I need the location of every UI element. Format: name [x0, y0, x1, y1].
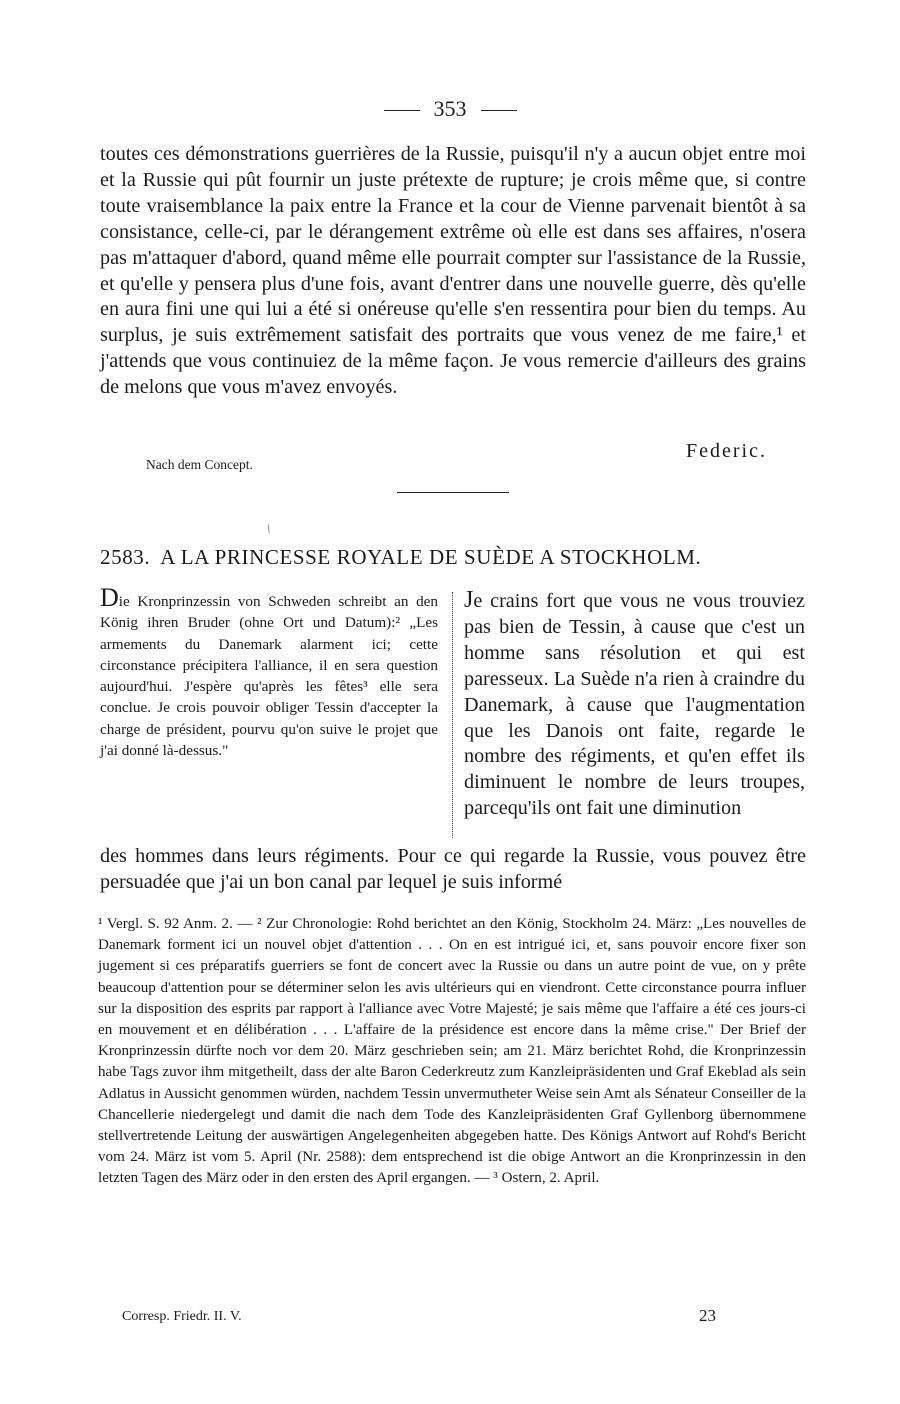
- letter-body-text: e crains fort que vous ne vous trouviez pas bien de Tessin, à cause que c'est un homme sans résolution et qui est paresseux. La Suède n'a rien à craindre du Danemark, à cause que l'augmentation que les Danois ont faite, regarde le nombre des régiments, et qu'en effet ils diminuent le nombre de leurs troupes, parcequ'ils ont fait une diminution: [464, 590, 805, 820]
- header-rule-left: [384, 110, 420, 111]
- top-paragraph-text: toutes ces démonstrations guerrières de la Russie, puisqu'il n'y a aucun objet entre moi et la Russie qui pût fournir un juste prétexte de rupture; je crois même que, si contre toute vraisemblance la paix entre la France et la cour de Vienne parvenait bientôt à sa consistance, celle-ci, par le dérangement extrême où elle est dans ses affaires, n'osera pas m'attaquer d'abord, quand même elle pourrait compter sur l'assistance de la Russie, et qu'elle y pensera plus d'une fois, avant d'entrer dans une nouvelle guerre, dès qu'elle en aura fini une qui lui a été si onéreuse qu'elle s'en ressentira pour bien du temps. Au surplus, je suis extrêmement satisfait des portraits que vous venez de me faire,¹ et j'attends que vous continuiez de la même façon. Je vous remercie d'ailleurs des grains de melons que vous m'avez envoyés.: [100, 143, 806, 399]
- page-number: 353: [433, 96, 467, 121]
- footnotes-text: ¹ Vergl. S. 92 Anm. 2. — ² Zur Chronologie: Rohd berichtet an den König, Stockholm 24. März: „Les nouvelles de Danemark forment ici un nouvel objet d'attention . . . On en est intrigué ici, et, sans pouvoir encore fixer son jugement si ces préparatifs guerriers se font de concert avec la Russie ou dans un autre point de vue, on y prête beaucoup d'attention pour se déterminer selon les avis ultérieurs qui en viendront. Cette circonstance pourra influer sur la disposition des esprits par rapport à l'alliance avec Votre Majesté; je sais même que l'affaire a été ces jours-ci en mouvement et en délibération . . . L'affaire de la présidence est encore dans la même crise." Der Brief der Kronprinzessin dürfte noch vor dem 20. März geschrieben sein; am 21. März berichtet Rohd, die Kronprinzessin habe Tags zuvor ihm mitgetheilt, dass der alte Baron Cederkreutz zum Kanzleipräsidenten und Graf Ekeblad als sein Adlatus in Aussicht genommen würden, nachdem Tessin unvermutheter Weise sein Amt als Sénateur Conseiller de la Chancellerie niedergelegt und damit die nach dem Tode des Kanzleipräsidenten Graf Gyllenborg übernommene stellvertretende Leitung der auswärtigen Angelegenheiten abgegeben hatte. Des Königs Antwort auf Rohd's Bericht vom 24. März ist vom 5. April (Nr. 2588): dem entsprechend ist die obige Antwort an die Kronprinzessin in den letzten Tagen des März oder in den ersten des April ergangen. — ³ Ostern, 2. April.: [98, 916, 806, 1187]
- letter-body-continuation: des hommes dans leurs régiments. Pour ce qui regarde la Russie, vous pouvez être persuadée que j'ai un bon canal par lequel je suis informé: [100, 845, 806, 893]
- column-divider: [452, 592, 453, 838]
- preface-initial: D: [100, 583, 119, 612]
- sheet-number: 23: [699, 1306, 716, 1325]
- preface-column: [100, 583, 438, 761]
- page-header: [0, 96, 900, 122]
- source-note: Nach dem Concept.: [146, 457, 253, 472]
- footnotes: [98, 914, 806, 1190]
- letter-title: A LA PRINCESSE ROYALE DE SUÈDE A STOCKHOLM.: [160, 545, 702, 569]
- letter-body-column: [464, 588, 805, 822]
- signature-mark: Corresp. Friedr. II. V.: [122, 1309, 242, 1324]
- letter-heading: [100, 545, 806, 570]
- preface-text: ie Kronprinzessin von Schweden schreibt an den König ihren Bruder (ohne Ort und Datum):² „Les armements du Danemark alarment ici; cette circonstance précipitera l'alliance, il en sera question aujourd'hui. J'espère qu'après les fêtes³ elle sera conclue. Je crois pouvoir obliger Tessin d'accepter la charge de président, pourvu qu'on suive le projet que j'ai donné là-dessus.": [100, 593, 438, 760]
- top-paragraph: [100, 142, 806, 401]
- header-rule-right: [481, 110, 517, 111]
- signature: Federic.: [686, 440, 767, 462]
- letter-body-initial: J: [464, 587, 474, 613]
- stray-mark: /: [263, 520, 274, 537]
- letter-number: 2583.: [100, 545, 151, 569]
- section-divider: [397, 492, 509, 493]
